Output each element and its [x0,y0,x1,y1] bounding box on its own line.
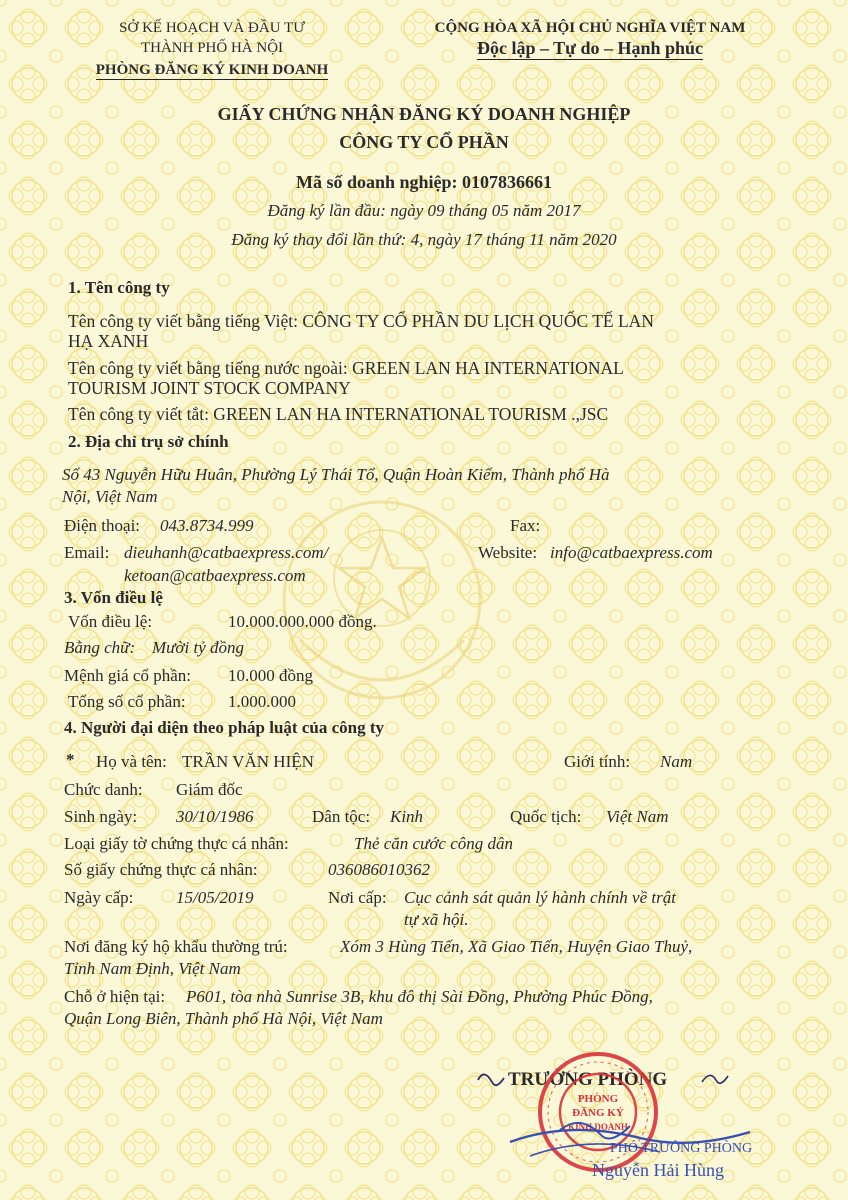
capital-in-words-label: Bằng chữ: [64,638,136,657]
residence-label: Nơi đăng ký hộ khẩu thường trú: [64,937,288,956]
gender-value: Nam [660,752,693,771]
par-value-label: Mệnh giá cổ phần: [64,666,191,685]
website-label: Website: [478,543,538,562]
rep-name: TRẦN VĂN HIỆN [182,752,314,771]
phone-label: Điện thoại: [64,516,141,535]
website-value: info@catbaexpress.com [550,543,713,562]
section3-heading: 3. Vốn điều lệ [64,588,163,607]
current-address-label: Chỗ ở hiện tại: [64,987,166,1006]
rep-name-label: Họ và tên: [96,752,167,771]
foreign-name-line2: TOURISM JOINT STOCK COMPANY [68,378,351,398]
header-left-line1: SỞ KẾ HOẠCH VÀ ĐẦU TƯ [119,20,305,36]
id-type-label: Loại giấy tờ chứng thực cá nhân: [64,834,289,853]
id-number-value: 036086010362 [328,860,430,879]
issue-date-label: Ngày cấp: [64,888,134,907]
section1-heading: 1. Tên công ty [68,278,170,297]
signer-name: Nguyễn Hải Hùng [592,1160,724,1180]
enterprise-code: Mã số doanh nghiệp: 0107836661 [295,172,553,192]
residence-line2: Tỉnh Nam Định, Việt Nam [64,959,241,978]
capital-label: Vốn điều lệ: [68,612,153,631]
header-right-line1: CỘNG HÒA XÃ HỘI CHỦ NGHĨA VIỆT NAM [434,20,746,36]
seal-line2: ĐĂNG KÝ [572,1107,624,1119]
ethnic-label: Dân tộc: [312,807,371,826]
gender-label: Giới tính: [564,752,631,771]
deputy-title: PHÓ TRƯỞNG PHÒNG [610,1141,753,1156]
dob-value: 30/10/1986 [176,807,254,826]
header-left-line2: THÀNH PHỐ HÀ NỘI [140,40,284,56]
seal-line3: KINH DOANH [568,1122,628,1132]
position-label: Chức danh: [64,780,143,799]
dob-label: Sinh ngày: [64,807,138,826]
issue-place-label: Nơi cấp: [328,888,387,907]
header-right-line2: Độc lập – Tự do – Hạnh phúc [476,38,704,58]
capital-in-words: Mười tỷ đồng [152,638,244,657]
current-address-line1: P601, tòa nhà Sunrise 3B, khu đô thị Sài Đồng, Phường Phúc Đồng, [186,987,653,1006]
address-line1: Số 43 Nguyễn Hữu Huân, Phường Lý Thái Tổ, Quận Hoàn Kiếm, Thành phố Hà [62,465,610,484]
residence-line1: Xóm 3 Hùng Tiến, Xã Giao Tiến, Huyện Giao Thuỷ, [340,937,693,956]
seal-line1: PHÒNG [577,1093,619,1105]
current-address-line2: Quận Long Biên, Thành phố Hà Nội, Việt Nam [64,1009,383,1028]
ethnic-value: Kinh [390,807,424,826]
issue-date-value: 15/05/2019 [176,888,254,907]
address-line2: Nội, Việt Nam [62,487,158,506]
capital-value: 10.000.000.000 đồng. [228,612,377,631]
document-title: GIẤY CHỨNG NHẬN ĐĂNG KÝ DOANH NGHIỆP [217,104,631,124]
email-label: Email: [64,543,110,562]
id-number-label: Số giấy chứng thực cá nhân: [64,860,258,879]
issue-place-line1: Cục cảnh sát quản lý hành chính về trật [404,888,676,907]
total-shares-label: Tổng số cổ phần: [68,692,186,711]
section2-heading: 2. Địa chỉ trụ sở chính [68,432,229,451]
bullet: * [66,750,75,769]
vn-name-line2: HẠ XANH [68,331,149,351]
nationality-value: Việt Nam [606,807,669,826]
foreign-name-line1: Tên công ty viết bằng tiếng nước ngoài: GREEN LAN HA INTERNATIONAL [68,358,624,378]
change-registration: Đăng ký thay đổi lần thứ: 4, ngày 17 tháng 11 năm 2020 [231,230,617,249]
short-name: Tên công ty viết tắt: GREEN LAN HA INTERNATIONAL TOURISM .,JSC [68,404,609,424]
section4-heading: 4. Người đại diện theo pháp luật của công ty [64,718,384,737]
issue-place-line2: tự xã hội. [404,910,469,929]
nationality-label: Quốc tịch: [510,807,582,826]
vn-name-line1: Tên công ty viết bằng tiếng Việt: CÔNG TY CỔ PHẦN DU LỊCH QUỐC TẾ LAN [68,311,654,331]
par-value: 10.000 đồng [228,666,313,685]
document-subtitle: CÔNG TY CỔ PHẦN [339,132,509,152]
phone-value: 043.8734.999 [160,516,254,535]
header-left-line3: PHÒNG ĐĂNG KÝ KINH DOANH [95,62,329,78]
email-value-2: ketoan@catbaexpress.com [124,566,306,585]
fax-label: Fax: [510,516,541,535]
signature-title: TRƯỞNG PHÒNG [508,1069,668,1090]
email-value-1: dieuhanh@catbaexpress.com/ [124,543,329,562]
first-registration: Đăng ký lần đầu: ngày 09 tháng 05 năm 2017 [267,201,581,220]
total-shares: 1.000.000 [228,692,296,711]
position-value: Giám đốc [176,780,243,799]
id-type-value: Thẻ căn cước công dân [354,834,514,853]
